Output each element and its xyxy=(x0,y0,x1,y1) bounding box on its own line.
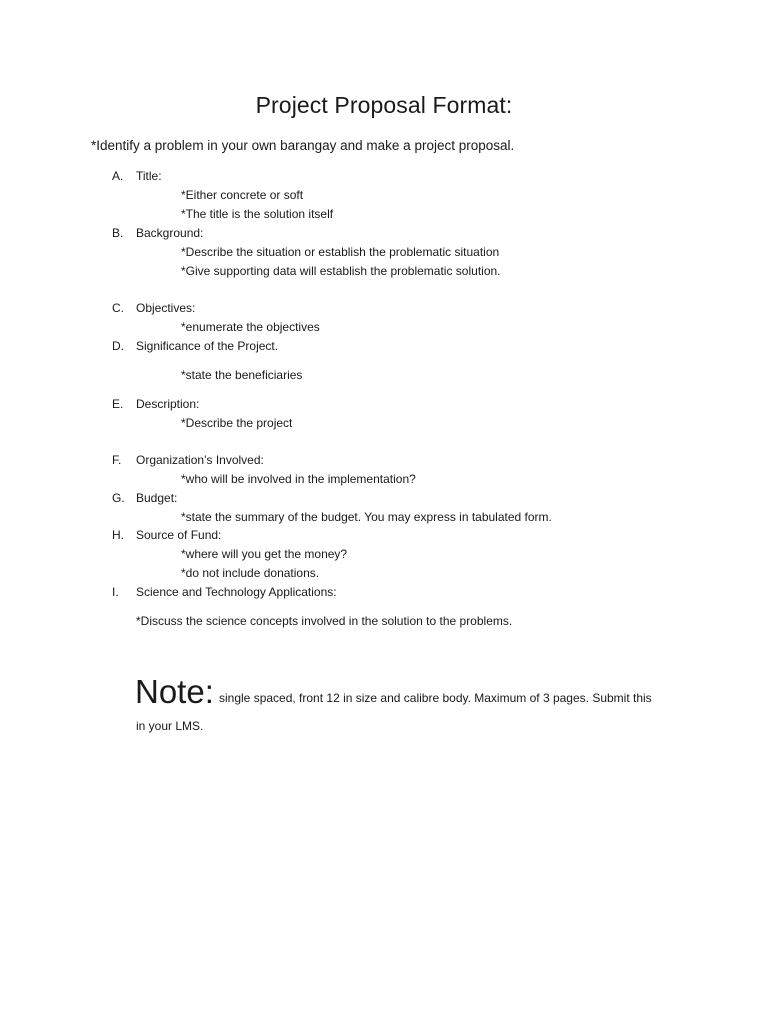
section-letter: E. xyxy=(112,397,124,411)
section-label: Significance of the Project. xyxy=(136,339,279,353)
section-b-sub-1: *Describe the situation or establish the problematic situation xyxy=(181,245,500,259)
note-label: Note: xyxy=(135,673,214,710)
section-label: Title: xyxy=(136,169,162,183)
section-letter: I. xyxy=(112,585,119,599)
intro-instruction: *Identify a problem in your own barangay and make a project proposal. xyxy=(91,138,515,153)
note-text-line-2: in your LMS. xyxy=(136,719,204,733)
section-letter: C. xyxy=(112,301,124,315)
section-label: Objectives: xyxy=(136,301,196,315)
section-letter: F. xyxy=(112,453,122,467)
section-label: Budget: xyxy=(136,491,178,505)
section-h-sub-1: *where will you get the money? xyxy=(181,547,348,561)
section-f-sub-1: *who will be involved in the implementation? xyxy=(181,472,416,486)
section-letter: D. xyxy=(112,339,124,353)
section-d-sub-1: *state the beneficiaries xyxy=(181,368,303,382)
section-label: Description: xyxy=(136,397,200,411)
section-letter: H. xyxy=(112,528,124,542)
section-label: Background: xyxy=(136,226,204,240)
section-label: Organization’s Involved: xyxy=(136,453,264,467)
note-text-line-1: single spaced, front 12 in size and calibre body. Maximum of 3 pages. Submit this xyxy=(219,691,652,705)
section-e-sub-1: *Describe the project xyxy=(181,416,293,430)
section-letter: G. xyxy=(112,491,125,505)
section-g-sub-1: *state the summary of the budget. You may express in tabulated form. xyxy=(181,510,552,524)
section-c-sub-1: *enumerate the objectives xyxy=(181,320,320,334)
section-h-sub-2: *do not include donations. xyxy=(181,566,320,580)
section-a-sub-2: *The title is the solution itself xyxy=(181,207,334,221)
page-title: Project Proposal Format: xyxy=(255,92,513,118)
section-b-sub-2: *Give supporting data will establish the problematic solution. xyxy=(181,264,501,278)
section-a-sub-1: *Either concrete or soft xyxy=(181,188,304,202)
section-letter: A. xyxy=(112,169,124,183)
section-i-sub-1: *Discuss the science concepts involved in the solution to the problems. xyxy=(136,614,513,628)
section-label: Science and Technology Applications: xyxy=(136,585,337,599)
section-label: Source of Fund: xyxy=(136,528,222,542)
section-letter: B. xyxy=(112,226,124,240)
